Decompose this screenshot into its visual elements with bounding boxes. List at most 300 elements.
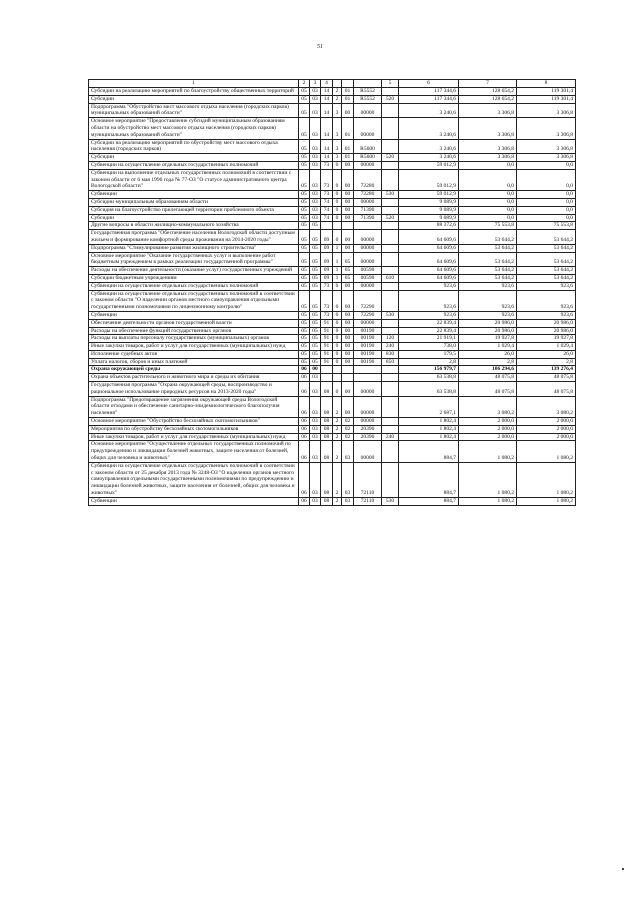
code-cell (382, 244, 399, 252)
amount-cell: 64 609,6 (399, 244, 459, 252)
code-cell: 0 (333, 319, 342, 327)
code-cell (333, 366, 342, 374)
code-cell: 00000 (354, 118, 382, 139)
row-label: Субвенции (89, 497, 299, 505)
code-cell: 05 (310, 319, 321, 327)
column-header (333, 80, 342, 88)
code-cell (382, 418, 399, 426)
amount-cell: 156 979,7 (399, 366, 459, 374)
table-row (89, 350, 576, 358)
code-cell: 05 (310, 327, 321, 335)
table-row (89, 396, 576, 417)
code-cell: 00000 (354, 252, 382, 267)
amount-cell: 64 609,6 (399, 230, 459, 245)
amount-cell: 884,7 (399, 497, 459, 505)
code-cell: 2 (333, 497, 342, 505)
row-label: Субсидии (89, 214, 299, 222)
amount-cell: 923,6 (517, 290, 576, 311)
code-cell: 72290 (354, 290, 382, 311)
code-cell: 520 (382, 95, 399, 103)
table-row (89, 206, 576, 214)
table-row (89, 230, 576, 245)
code-cell: 72110 (354, 497, 382, 505)
code-cell: 05 (299, 154, 310, 162)
code-cell: 00590 (354, 267, 382, 275)
code-cell: 03 (310, 154, 321, 162)
amount-cell: 128 654,2 (459, 95, 517, 103)
amount-cell: 0,0 (517, 198, 576, 206)
amount-cell: 0,0 (459, 191, 517, 199)
row-label: Субсидии на реализацию мероприятий по обустройству мест массового отдыха населения (городских парков) (89, 139, 299, 154)
code-cell: 08 (321, 396, 333, 417)
amount-cell: 2,8 (517, 358, 576, 366)
amount-cell: 3 240,6 (399, 139, 459, 154)
code-cell (382, 198, 399, 206)
table-row (89, 319, 576, 327)
table-row (89, 382, 576, 397)
amount-cell: 3 306,8 (459, 103, 517, 118)
code-cell: 03 (310, 497, 321, 505)
amount-cell: 19 927,8 (459, 335, 517, 343)
code-cell: 2 (333, 433, 342, 441)
code-cell (382, 206, 399, 214)
code-cell (382, 374, 399, 382)
amount-cell: 2 687,1 (399, 396, 459, 417)
code-cell: 03 (310, 198, 321, 206)
code-cell: 09 (321, 230, 333, 245)
code-cell (354, 222, 382, 230)
code-cell: 00 (342, 311, 354, 319)
row-label: Обеспечение деятельности органов государственной власти (89, 319, 299, 327)
code-cell: 03 (310, 206, 321, 214)
code-cell: 00 (342, 343, 354, 351)
code-cell: 14 (321, 154, 333, 162)
amount-cell: 3 306,8 (459, 118, 517, 139)
code-cell (382, 118, 399, 139)
amount-cell: 53 644,2 (459, 274, 517, 282)
row-label: Мероприятия по обустройству бесхозяйных скотомогильников (89, 425, 299, 433)
code-cell: 05 (299, 206, 310, 214)
amount-cell: 0,0 (517, 169, 576, 190)
code-cell: 20390 (354, 425, 382, 433)
code-cell (382, 366, 399, 374)
amount-cell: 3 306,8 (517, 154, 576, 162)
amount-cell: 1 080,2 (517, 497, 576, 505)
row-label: Субсидии (89, 95, 299, 103)
amount-cell: 923,6 (459, 290, 517, 311)
column-header: 7 (459, 80, 517, 88)
code-cell (382, 169, 399, 190)
amount-cell: 48 075,8 (517, 382, 576, 397)
amount-cell: 0,0 (517, 161, 576, 169)
code-cell: 00000 (354, 396, 382, 417)
code-cell: 02 (342, 418, 354, 426)
code-cell: 00190 (354, 327, 382, 335)
code-cell: 05 (310, 335, 321, 343)
amount-cell: 3 240,6 (399, 154, 459, 162)
code-cell (382, 139, 399, 154)
code-cell: 06 (299, 462, 310, 497)
code-cell: 0 (333, 198, 342, 206)
code-cell: 00000 (354, 319, 382, 327)
amount-cell: 22 839,4 (399, 319, 459, 327)
code-cell: 06 (299, 382, 310, 397)
amount-cell: 923,6 (399, 290, 459, 311)
code-cell: 05 (342, 267, 354, 275)
code-cell: 73 (321, 290, 333, 311)
code-cell: 3 (333, 139, 342, 154)
row-label: Основное мероприятие "Оказание государственных услуг и выполнение работ бюджетным учреждением в рамках реализации государственной программы" (89, 252, 299, 267)
code-cell: 05 (299, 319, 310, 327)
code-cell: 00 (342, 161, 354, 169)
code-cell (382, 161, 399, 169)
table-row (89, 191, 576, 199)
code-cell: 00 (342, 244, 354, 252)
code-cell: 05 (310, 252, 321, 267)
amount-cell: 3 306,8 (459, 154, 517, 162)
amount-cell: 53 644,2 (459, 252, 517, 267)
amount-cell: 884,7 (399, 462, 459, 497)
code-cell: 03 (342, 462, 354, 497)
amount-cell: 1 080,2 (517, 462, 576, 497)
amount-cell: 106 294,6 (459, 366, 517, 374)
code-cell (321, 222, 333, 230)
code-cell: 08 (321, 382, 333, 397)
code-cell: 06 (299, 366, 310, 374)
amount-cell: 53 644,2 (459, 244, 517, 252)
code-cell: 03 (310, 433, 321, 441)
table-row (89, 433, 576, 441)
table-row (89, 267, 576, 275)
code-cell: 03 (310, 191, 321, 199)
code-cell: 01 (342, 118, 354, 139)
code-cell (321, 366, 333, 374)
code-cell: 0 (333, 169, 342, 190)
code-cell: 91 (321, 319, 333, 327)
code-cell: R5600 (354, 139, 382, 154)
code-cell (382, 441, 399, 462)
code-cell: 08 (321, 425, 333, 433)
row-label: Расходы на обеспечение функций государственных органов (89, 327, 299, 335)
column-header: 6 (399, 80, 459, 88)
amount-cell: 119 301,4 (517, 95, 576, 103)
code-cell: 00190 (354, 358, 382, 366)
table-row (89, 358, 576, 366)
amount-cell: 0,0 (459, 169, 517, 190)
code-cell (382, 252, 399, 267)
amount-cell: 3 080,2 (517, 396, 576, 417)
code-cell: 03 (310, 169, 321, 190)
code-cell: 00190 (354, 350, 382, 358)
table-row (89, 88, 576, 96)
amount-cell: 1 802,4 (399, 433, 459, 441)
amount-cell: 9 089,9 (399, 198, 459, 206)
code-cell: 03 (310, 382, 321, 397)
amount-cell: 48 075,8 (459, 382, 517, 397)
code-cell: 72110 (354, 462, 382, 497)
code-cell: 14 (321, 103, 333, 118)
code-cell: 1 (333, 274, 342, 282)
amount-cell: 0,0 (517, 206, 576, 214)
code-cell: 00 (342, 169, 354, 190)
amount-cell: 9 089,9 (399, 214, 459, 222)
code-cell: 2 (333, 95, 342, 103)
code-cell: 72290 (354, 311, 382, 319)
amount-cell: 59 012,9 (399, 161, 459, 169)
code-cell: 74 (321, 198, 333, 206)
table-row (89, 222, 576, 230)
code-cell: 09 (321, 252, 333, 267)
code-cell: 530 (382, 311, 399, 319)
row-label: Уплата налогов, сборов и иных платежей (89, 358, 299, 366)
code-cell: 00 (342, 214, 354, 222)
code-cell: 05 (299, 244, 310, 252)
amount-cell: 117 344,6 (399, 95, 459, 103)
amount-cell: 48 075,8 (459, 374, 517, 382)
code-cell: 00 (342, 206, 354, 214)
row-label: Расходы на выплаты персоналу государственных (муниципальных) органов (89, 335, 299, 343)
amount-cell: 53 644,2 (459, 267, 517, 275)
amount-cell: 0,0 (459, 198, 517, 206)
code-cell: 00000 (354, 230, 382, 245)
code-cell: 71390 (354, 206, 382, 214)
row-label: Государственная программа "Охрана окружающей среды, воспроизводство и рациональное использование природных ресурсов на 2013-2020 годы" (89, 382, 299, 397)
amount-cell: 26,0 (517, 350, 576, 358)
code-cell: 0 (333, 335, 342, 343)
code-cell: 05 (342, 252, 354, 267)
code-cell (382, 282, 399, 290)
row-label: Другие вопросы в области жилищно-коммунального хозяйства (89, 222, 299, 230)
code-cell: 05 (299, 88, 310, 96)
margin-mark (622, 868, 624, 870)
code-cell: 05 (310, 282, 321, 290)
table-row (89, 335, 576, 343)
amount-cell: 738,0 (399, 343, 459, 351)
amount-cell: 53 644,2 (517, 274, 576, 282)
code-cell: 0 (333, 311, 342, 319)
code-cell: 71390 (354, 214, 382, 222)
budget-table-container (88, 79, 575, 506)
code-cell: 06 (299, 425, 310, 433)
code-cell: 08 (321, 497, 333, 505)
table-row (89, 244, 576, 252)
amount-cell: 1 802,4 (399, 425, 459, 433)
code-cell: 520 (382, 214, 399, 222)
code-cell (382, 230, 399, 245)
row-label: Государственная программа "Обеспечение населения Вологодской области доступным жильем и формирование комфортной среды проживания на 2014-2020 годы" (89, 230, 299, 245)
code-cell: 03 (310, 462, 321, 497)
code-cell: 20390 (354, 433, 382, 441)
table-row (89, 425, 576, 433)
code-cell: 05 (310, 350, 321, 358)
code-cell: 05 (299, 267, 310, 275)
code-cell: 06 (299, 441, 310, 462)
code-cell: 00 (342, 335, 354, 343)
row-label: Субсидии муниципальным образованиям области (89, 198, 299, 206)
amount-cell: 2 000,0 (459, 418, 517, 426)
code-cell: 00 (342, 319, 354, 327)
amount-cell: 128 654,2 (459, 88, 517, 96)
code-cell: 00 (342, 396, 354, 417)
code-cell: 05 (299, 169, 310, 190)
code-cell: 73 (321, 282, 333, 290)
amount-cell: 179,5 (399, 350, 459, 358)
code-cell: 05 (299, 274, 310, 282)
code-cell: 05 (299, 230, 310, 245)
table-row (89, 290, 576, 311)
column-header: 4 (321, 80, 333, 88)
amount-cell: 1 080,2 (459, 441, 517, 462)
amount-cell: 2 000,0 (517, 433, 576, 441)
code-cell (382, 382, 399, 397)
code-cell: 00 (342, 358, 354, 366)
code-cell: 00190 (354, 335, 382, 343)
code-cell: 00 (342, 382, 354, 397)
code-cell: 09 (321, 274, 333, 282)
code-cell: 05 (310, 267, 321, 275)
code-cell: 05 (310, 290, 321, 311)
column-header: 1 (89, 80, 299, 88)
code-cell: 14 (321, 88, 333, 96)
header-row (89, 80, 576, 88)
code-cell (382, 396, 399, 417)
row-label: Субвенции на выполнение отдельных государственных полномочий в соответствии с законом области от 6 мая 1996 года № 77-ОЗ "О статусе административного центра Вологодской области" (89, 169, 299, 190)
code-cell: 06 (299, 433, 310, 441)
column-header: 8 (517, 80, 576, 88)
code-cell: 03 (310, 139, 321, 154)
row-label: Охрана окружающей среды (89, 366, 299, 374)
code-cell (321, 374, 333, 382)
code-cell: 05 (342, 274, 354, 282)
code-cell: 03 (310, 396, 321, 417)
code-cell: 05 (299, 327, 310, 335)
code-cell: 05 (299, 139, 310, 154)
budget-table (88, 79, 576, 506)
column-header (354, 80, 382, 88)
table-row (89, 311, 576, 319)
code-cell: 00 (342, 198, 354, 206)
code-cell: 00000 (354, 244, 382, 252)
table-row (89, 282, 576, 290)
code-cell: 0 (333, 206, 342, 214)
table-row (89, 252, 576, 267)
column-header: 3 (310, 80, 321, 88)
amount-cell: 117 344,6 (399, 88, 459, 96)
code-cell: 2 (333, 462, 342, 497)
code-cell: 08 (321, 433, 333, 441)
code-cell (333, 222, 342, 230)
amount-cell: 923,6 (517, 311, 576, 319)
row-label: Субсидии на реализацию мероприятий по благоустройству общественных территорий (89, 88, 299, 96)
code-cell: 05 (310, 274, 321, 282)
amount-cell: 75 553,8 (459, 222, 517, 230)
amount-cell: 2 000,0 (517, 418, 576, 426)
code-cell: 3 (333, 154, 342, 162)
table-row (89, 118, 576, 139)
row-label: Исполнение судебных актов (89, 350, 299, 358)
code-cell: 05 (299, 103, 310, 118)
code-cell: R5552 (354, 88, 382, 96)
row-label: Субсидия на благоустройство прилегающей территории проблемного объекта (89, 206, 299, 214)
row-label: Субвенции (89, 191, 299, 199)
code-cell: 03 (342, 497, 354, 505)
code-cell: 05 (299, 95, 310, 103)
code-cell: 3 (333, 103, 342, 118)
code-cell: 610 (382, 274, 399, 282)
code-cell (342, 366, 354, 374)
code-cell: 00 (342, 327, 354, 335)
row-label: Субвенции на осуществление отдельных государственных полномочий (89, 282, 299, 290)
code-cell: 05 (310, 343, 321, 351)
code-cell: 05 (310, 222, 321, 230)
amount-cell: 63 538,8 (399, 382, 459, 397)
table-body (89, 88, 576, 506)
code-cell: 01 (342, 154, 354, 162)
amount-cell: 1 080,2 (517, 441, 576, 462)
code-cell (382, 290, 399, 311)
code-cell: 00000 (354, 198, 382, 206)
code-cell: 91 (321, 327, 333, 335)
code-cell (354, 366, 382, 374)
code-cell: 03 (310, 118, 321, 139)
table-row (89, 418, 576, 426)
amount-cell: 2,8 (399, 358, 459, 366)
amount-cell: 3 080,2 (459, 396, 517, 417)
code-cell: 530 (382, 191, 399, 199)
code-cell: 240 (382, 343, 399, 351)
code-cell: 05 (299, 214, 310, 222)
code-cell: 03 (310, 88, 321, 96)
amount-cell: 64 609,6 (399, 274, 459, 282)
code-cell: 01 (342, 95, 354, 103)
table-row (89, 103, 576, 118)
code-cell: 73 (321, 161, 333, 169)
code-cell: 02 (342, 425, 354, 433)
row-label: Субвенции (89, 311, 299, 319)
code-cell: 05 (299, 118, 310, 139)
amount-cell: 1 029,4 (517, 343, 576, 351)
code-cell: 00 (342, 290, 354, 311)
amount-cell: 53 644,2 (459, 230, 517, 245)
code-cell: 830 (382, 350, 399, 358)
code-cell (342, 222, 354, 230)
table-row (89, 154, 576, 162)
code-cell (382, 327, 399, 335)
code-cell: 08 (321, 418, 333, 426)
code-cell: 00000 (354, 382, 382, 397)
amount-cell: 923,6 (459, 311, 517, 319)
code-cell: R5600 (354, 154, 382, 162)
amount-cell: 88 372,6 (399, 222, 459, 230)
amount-cell: 20 986,0 (459, 319, 517, 327)
column-header (342, 80, 354, 88)
code-cell (382, 319, 399, 327)
code-cell: R5552 (354, 95, 382, 103)
code-cell: 73 (321, 191, 333, 199)
code-cell: 530 (382, 497, 399, 505)
amount-cell: 0,0 (459, 214, 517, 222)
code-cell: 14 (321, 95, 333, 103)
amount-cell: 59 012,9 (399, 169, 459, 190)
code-cell: 72280 (354, 169, 382, 190)
code-cell: 00000 (354, 103, 382, 118)
code-cell: 91 (321, 350, 333, 358)
code-cell: 06 (299, 396, 310, 417)
code-cell: 05 (299, 350, 310, 358)
table-row (89, 214, 576, 222)
code-cell: 91 (321, 335, 333, 343)
amount-cell: 3 240,6 (399, 118, 459, 139)
